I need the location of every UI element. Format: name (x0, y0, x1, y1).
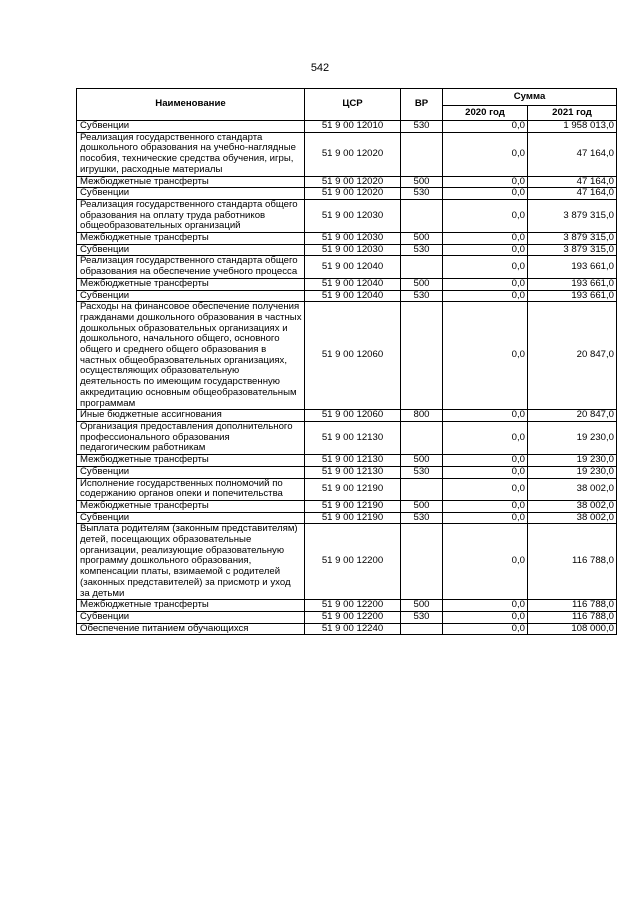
row-2020-cell: 0,0 (443, 524, 528, 600)
row-vr-cell: 500 (401, 455, 443, 467)
row-2021-cell: 47 164,0 (528, 132, 617, 176)
row-vr-cell (401, 302, 443, 410)
row-2020-cell: 0,0 (443, 302, 528, 410)
row-2021-cell: 3 879 315,0 (528, 244, 617, 256)
row-vr-cell: 530 (401, 188, 443, 200)
row-csr-cell: 51 9 00 12010 (305, 121, 401, 133)
row-2021-cell: 3 879 315,0 (528, 233, 617, 245)
row-2021-cell: 116 788,0 (528, 524, 617, 600)
row-2020-cell: 0,0 (443, 466, 528, 478)
table-row (77, 302, 617, 410)
header-year-2021: 2021 год (528, 106, 617, 121)
page-number: 542 (310, 62, 330, 74)
table-row (77, 278, 617, 290)
table-row (77, 290, 617, 302)
row-vr-cell (401, 256, 443, 278)
table-row (77, 500, 617, 512)
row-name-cell: Субвенции (77, 466, 305, 478)
row-name-cell: Реализация государственного стандарта общего образования на обеспечение учебного процесса (77, 256, 305, 278)
row-vr-cell: 500 (401, 233, 443, 245)
row-2021-cell: 19 230,0 (528, 455, 617, 467)
row-vr-cell (401, 478, 443, 500)
table-row (77, 478, 617, 500)
row-2021-cell: 38 002,0 (528, 478, 617, 500)
row-csr-cell: 51 9 00 12020 (305, 176, 401, 188)
row-name-cell: Расходы на финансовое обеспечение получения гражданами дошкольного образования в частных дошкольных образовательных организациях и дошкольного, начального общего, основного общего и среднего общего образования в частных общеобразовательных организациях, осуществляющих образовательную деятельность по имеющим государственную аккредитацию основным общеобразовательным программам (77, 302, 305, 410)
row-name-cell: Выплата родителям (законным представителям) детей, посещающих образовательные организации, реализующие образовательную программу дошкольного образования, компенсации платы, взимаемой с родителей (законных представителей) за присмотр и уход за детьми (77, 524, 305, 600)
row-2020-cell: 0,0 (443, 600, 528, 612)
row-2020-cell: 0,0 (443, 478, 528, 500)
table-row (77, 421, 617, 454)
table-row (77, 233, 617, 245)
row-2020-cell: 0,0 (443, 410, 528, 422)
row-vr-cell (401, 421, 443, 454)
row-vr-cell: 500 (401, 500, 443, 512)
table-row (77, 623, 617, 635)
row-csr-cell: 51 9 00 12040 (305, 290, 401, 302)
row-2021-cell: 38 002,0 (528, 500, 617, 512)
header-vr: ВР (401, 89, 443, 121)
row-csr-cell: 51 9 00 12020 (305, 188, 401, 200)
row-2020-cell: 0,0 (443, 455, 528, 467)
row-name-cell: Межбюджетные трансферты (77, 233, 305, 245)
row-csr-cell: 51 9 00 12030 (305, 233, 401, 245)
row-vr-cell: 530 (401, 121, 443, 133)
row-vr-cell (401, 524, 443, 600)
row-2021-cell: 108 000,0 (528, 623, 617, 635)
row-2020-cell: 0,0 (443, 623, 528, 635)
row-csr-cell: 51 9 00 12060 (305, 410, 401, 422)
header-year-2020: 2020 год (443, 106, 528, 121)
row-csr-cell: 51 9 00 12200 (305, 524, 401, 600)
row-2021-cell: 1 958 013,0 (528, 121, 617, 133)
row-2020-cell: 0,0 (443, 244, 528, 256)
row-2021-cell: 47 164,0 (528, 176, 617, 188)
row-2020-cell: 0,0 (443, 132, 528, 176)
row-vr-cell: 530 (401, 290, 443, 302)
table-row (77, 121, 617, 133)
row-name-cell: Межбюджетные трансферты (77, 600, 305, 612)
row-name-cell: Субвенции (77, 244, 305, 256)
row-name-cell: Реализация государственного стандарта дошкольного образования на учебно-наглядные пособия, технические средства обучения, игры, игрушки, расходные материалы (77, 132, 305, 176)
table-row (77, 188, 617, 200)
row-vr-cell: 530 (401, 466, 443, 478)
row-2020-cell: 0,0 (443, 421, 528, 454)
row-name-cell: Межбюджетные трансферты (77, 176, 305, 188)
row-vr-cell: 500 (401, 600, 443, 612)
row-csr-cell: 51 9 00 12240 (305, 623, 401, 635)
row-csr-cell: 51 9 00 12190 (305, 500, 401, 512)
table-row (77, 244, 617, 256)
row-name-cell: Исполнение государственных полномочий по содержанию органов опеки и попечительства (77, 478, 305, 500)
row-name-cell: Обеспечение питанием обучающихся (77, 623, 305, 635)
row-csr-cell: 51 9 00 12020 (305, 132, 401, 176)
row-2020-cell: 0,0 (443, 611, 528, 623)
row-name-cell: Субвенции (77, 611, 305, 623)
row-2021-cell: 19 230,0 (528, 421, 617, 454)
table-row (77, 199, 617, 232)
row-2020-cell: 0,0 (443, 512, 528, 524)
table-row (77, 256, 617, 278)
row-2021-cell: 38 002,0 (528, 512, 617, 524)
row-name-cell: Реализация государственного стандарта общего образования на оплату труда работников общеобразовательных организаций (77, 199, 305, 232)
row-name-cell: Межбюджетные трансферты (77, 500, 305, 512)
row-vr-cell: 500 (401, 278, 443, 290)
row-vr-cell: 500 (401, 176, 443, 188)
row-2020-cell: 0,0 (443, 233, 528, 245)
row-vr-cell: 530 (401, 244, 443, 256)
row-vr-cell (401, 623, 443, 635)
budget-table (76, 88, 617, 635)
row-name-cell: Субвенции (77, 290, 305, 302)
table-row (77, 611, 617, 623)
table-body (77, 121, 617, 635)
row-csr-cell: 51 9 00 12130 (305, 455, 401, 467)
row-2021-cell: 19 230,0 (528, 466, 617, 478)
row-2020-cell: 0,0 (443, 199, 528, 232)
row-2020-cell: 0,0 (443, 188, 528, 200)
row-csr-cell: 51 9 00 12060 (305, 302, 401, 410)
row-name-cell: Межбюджетные трансферты (77, 278, 305, 290)
row-name-cell: Межбюджетные трансферты (77, 455, 305, 467)
row-csr-cell: 51 9 00 12200 (305, 611, 401, 623)
table-row (77, 524, 617, 600)
row-name-cell: Субвенции (77, 188, 305, 200)
row-vr-cell: 530 (401, 512, 443, 524)
row-csr-cell: 51 9 00 12040 (305, 278, 401, 290)
row-2021-cell: 193 661,0 (528, 290, 617, 302)
row-2020-cell: 0,0 (443, 176, 528, 188)
row-vr-cell: 800 (401, 410, 443, 422)
row-csr-cell: 51 9 00 12190 (305, 512, 401, 524)
row-csr-cell: 51 9 00 12200 (305, 600, 401, 612)
row-2021-cell: 3 879 315,0 (528, 199, 617, 232)
row-csr-cell: 51 9 00 12040 (305, 256, 401, 278)
table-row (77, 410, 617, 422)
row-csr-cell: 51 9 00 12030 (305, 244, 401, 256)
row-2020-cell: 0,0 (443, 290, 528, 302)
row-csr-cell: 51 9 00 12190 (305, 478, 401, 500)
row-2021-cell: 20 847,0 (528, 302, 617, 410)
row-2020-cell: 0,0 (443, 500, 528, 512)
table-row (77, 132, 617, 176)
table-row (77, 512, 617, 524)
row-2020-cell: 0,0 (443, 278, 528, 290)
row-vr-cell (401, 132, 443, 176)
row-name-cell: Субвенции (77, 121, 305, 133)
table-row (77, 176, 617, 188)
row-csr-cell: 51 9 00 12130 (305, 466, 401, 478)
row-2021-cell: 116 788,0 (528, 611, 617, 623)
row-2021-cell: 193 661,0 (528, 256, 617, 278)
row-vr-cell (401, 199, 443, 232)
row-2021-cell: 20 847,0 (528, 410, 617, 422)
row-2020-cell: 0,0 (443, 121, 528, 133)
row-2021-cell: 47 164,0 (528, 188, 617, 200)
row-name-cell: Субвенции (77, 512, 305, 524)
table-row (77, 600, 617, 612)
row-2021-cell: 116 788,0 (528, 600, 617, 612)
row-vr-cell: 530 (401, 611, 443, 623)
header-sum: Сумма (443, 89, 617, 106)
header-csr: ЦСР (305, 89, 401, 121)
row-csr-cell: 51 9 00 12030 (305, 199, 401, 232)
row-csr-cell: 51 9 00 12130 (305, 421, 401, 454)
row-name-cell: Организация предоставления дополнительного профессионального образования педагогическим работникам (77, 421, 305, 454)
header-name: Наименование (77, 89, 305, 121)
table-row (77, 455, 617, 467)
table-row (77, 466, 617, 478)
row-2020-cell: 0,0 (443, 256, 528, 278)
row-name-cell: Иные бюджетные ассигнования (77, 410, 305, 422)
row-2021-cell: 193 661,0 (528, 278, 617, 290)
